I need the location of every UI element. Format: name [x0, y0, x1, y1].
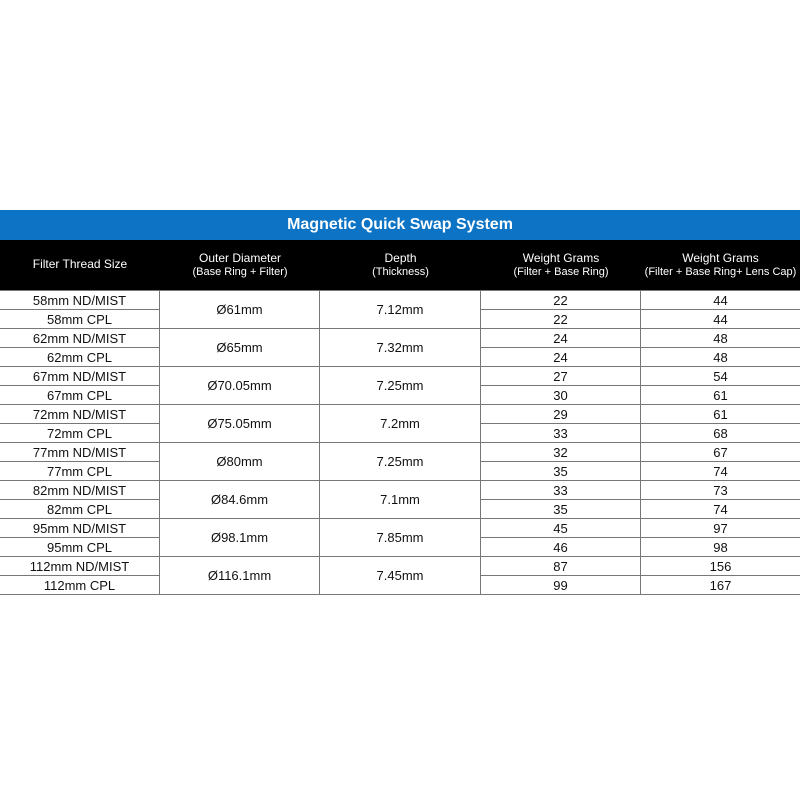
outer-diameter-cell: Ø75.05mm [160, 404, 320, 442]
header-sublabel: (Filter + Base Ring) [513, 265, 609, 278]
outer-diameter-cell: Ø61mm [160, 290, 320, 328]
header-sublabel: (Thickness) [372, 265, 429, 278]
filter-size-cell: 112mm CPL [0, 575, 160, 594]
outer-diameter-cell: Ø84.6mm [160, 480, 320, 518]
weight-filter-base-cell: 29 [481, 404, 641, 423]
spec-table [0, 210, 800, 595]
weight-filter-base-cell: 24 [481, 347, 641, 366]
filter-size-cell: 82mm ND/MIST [0, 480, 160, 499]
table-title: Magnetic Quick Swap System [0, 210, 800, 240]
weight-filter-base-cell: 22 [481, 290, 641, 309]
weight-with-cap-cell: 73 [641, 480, 800, 499]
header-label: Depth [384, 250, 417, 265]
depth-cell: 7.25mm [320, 442, 481, 480]
filter-size-cell: 95mm CPL [0, 537, 160, 556]
depth-cell: 7.45mm [320, 556, 481, 594]
weight-with-cap-cell: 44 [641, 309, 800, 328]
weight-filter-base-cell: 33 [481, 423, 641, 442]
weight-filter-base-cell: 22 [481, 309, 641, 328]
filter-size-cell: 95mm ND/MIST [0, 518, 160, 537]
weight-with-cap-cell: 167 [641, 575, 800, 594]
weight-filter-base-cell: 45 [481, 518, 641, 537]
filter-size-cell: 82mm CPL [0, 499, 160, 518]
weight-filter-base-cell: 99 [481, 575, 641, 594]
depth-cell: 7.2mm [320, 404, 481, 442]
weight-filter-base-cell: 33 [481, 480, 641, 499]
depth-cell: 7.85mm [320, 518, 481, 556]
outer-diameter-cell: Ø70.05mm [160, 366, 320, 404]
filter-size-cell: 77mm ND/MIST [0, 442, 160, 461]
weight-with-cap-cell: 98 [641, 537, 800, 556]
weight-filter-base-cell: 46 [481, 537, 641, 556]
filter-size-cell: 72mm CPL [0, 423, 160, 442]
header-label: Filter Thread Size [32, 257, 128, 272]
weight-filter-base-cell: 32 [481, 442, 641, 461]
filter-size-cell: 67mm ND/MIST [0, 366, 160, 385]
outer-diameter-cell: Ø116.1mm [160, 556, 320, 594]
weight-with-cap-cell: 156 [641, 556, 800, 575]
weight-filter-base-cell: 35 [481, 461, 641, 480]
depth-cell: 7.32mm [320, 328, 481, 366]
weight-with-cap-cell: 97 [641, 518, 800, 537]
weight-with-cap-cell: 74 [641, 499, 800, 518]
header-outer-diameter [160, 240, 320, 290]
filter-size-cell: 62mm ND/MIST [0, 328, 160, 347]
header-weight-with-cap [641, 240, 800, 290]
weight-with-cap-cell: 74 [641, 461, 800, 480]
weight-filter-base-cell: 30 [481, 385, 641, 404]
weight-with-cap-cell: 61 [641, 404, 800, 423]
outer-diameter-cell: Ø98.1mm [160, 518, 320, 556]
weight-with-cap-cell: 48 [641, 328, 800, 347]
outer-diameter-cell: Ø80mm [160, 442, 320, 480]
weight-filter-base-cell: 27 [481, 366, 641, 385]
weight-filter-base-cell: 87 [481, 556, 641, 575]
weight-filter-base-cell: 35 [481, 499, 641, 518]
filter-size-cell: 62mm CPL [0, 347, 160, 366]
header-depth [320, 240, 481, 290]
header-label: Weight Grams [522, 250, 600, 265]
header-label: Outer Diameter [198, 250, 282, 265]
filter-size-cell: 67mm CPL [0, 385, 160, 404]
weight-with-cap-cell: 61 [641, 385, 800, 404]
depth-cell: 7.12mm [320, 290, 481, 328]
header-sublabel: (Filter + Base Ring+ Lens Cap) [644, 265, 797, 278]
header-weight-filter-base [481, 240, 641, 290]
table-body [0, 290, 800, 595]
filter-size-cell: 58mm ND/MIST [0, 290, 160, 309]
filter-size-cell: 112mm ND/MIST [0, 556, 160, 575]
header-label: Weight Grams [682, 250, 759, 265]
outer-diameter-cell: Ø65mm [160, 328, 320, 366]
weight-with-cap-cell: 67 [641, 442, 800, 461]
depth-cell: 7.1mm [320, 480, 481, 518]
weight-with-cap-cell: 54 [641, 366, 800, 385]
filter-size-cell: 77mm CPL [0, 461, 160, 480]
header-filter-thread-size [0, 240, 160, 290]
weight-with-cap-cell: 44 [641, 290, 800, 309]
filter-size-cell: 72mm ND/MIST [0, 404, 160, 423]
weight-filter-base-cell: 24 [481, 328, 641, 347]
weight-with-cap-cell: 68 [641, 423, 800, 442]
header-sublabel: (Base Ring + Filter) [192, 265, 288, 278]
weight-with-cap-cell: 48 [641, 347, 800, 366]
filter-size-cell: 58mm CPL [0, 309, 160, 328]
table-header-row [0, 240, 800, 290]
depth-cell: 7.25mm [320, 366, 481, 404]
